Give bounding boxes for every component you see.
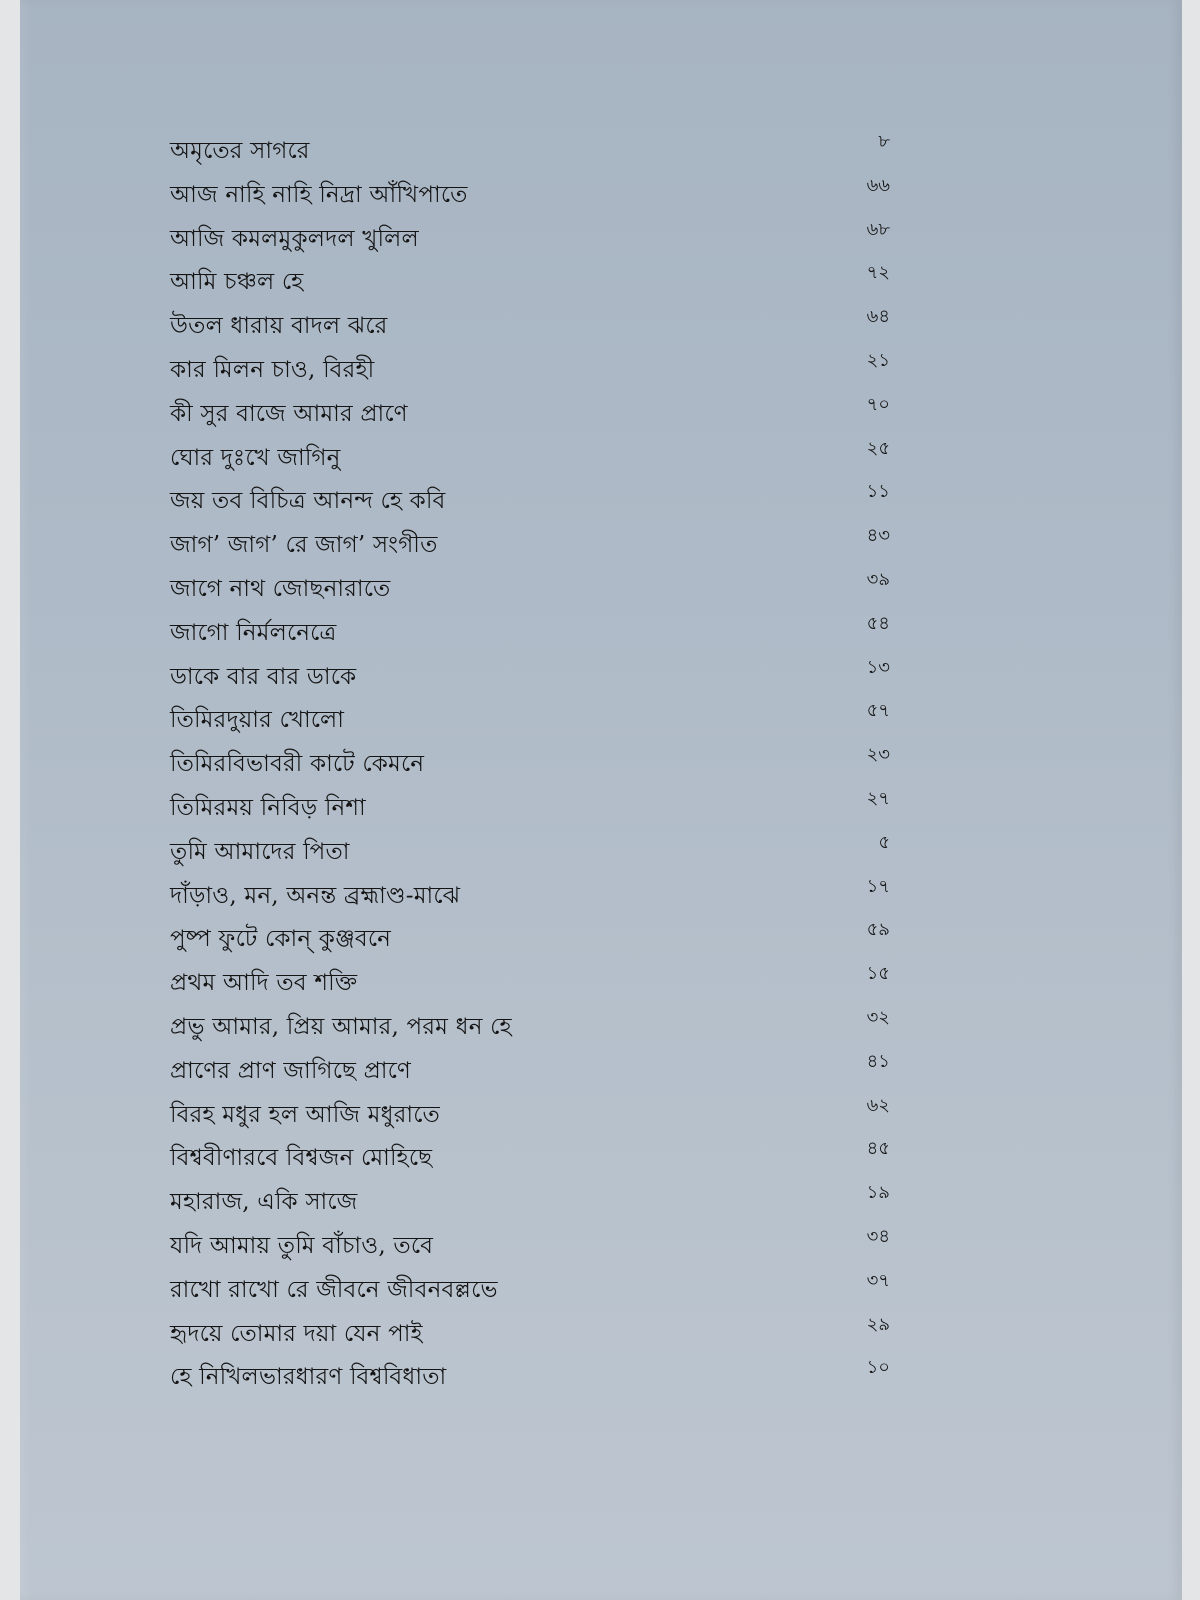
toc-entry-title: তিমিরবিভাবরী কাটে কেমনে	[170, 751, 425, 778]
toc-entry	[150, 1354, 930, 1398]
book-page	[20, 0, 1182, 1600]
toc-entry	[150, 522, 930, 566]
toc-entry-page-number: ৬২	[866, 1094, 890, 1116]
toc-entry-title: কার মিলন চাও, বিরহী	[170, 356, 375, 383]
toc-entry-title: তিমিরময় নিবিড় নিশা	[170, 794, 366, 821]
toc-entry	[150, 610, 930, 654]
toc-entry-page-number: ৩৪	[866, 1225, 890, 1247]
toc-entry-title: প্রাণের প্রাণ জাগিছে প্রাণে	[170, 1057, 411, 1084]
toc-entry	[150, 1179, 930, 1223]
toc-entry	[150, 1048, 930, 1092]
toc-entry	[150, 1267, 930, 1311]
toc-entry-page-number: ১০	[866, 1357, 890, 1379]
toc-entry	[150, 391, 930, 435]
toc-entry	[150, 347, 930, 391]
toc-entry-title: হে নিখিলভারধারণ বিশ্ববিধাতা	[170, 1364, 447, 1391]
toc-entry	[150, 128, 930, 172]
table-of-contents	[150, 128, 930, 1398]
toc-entry	[150, 1135, 930, 1179]
toc-entry-title: উতল ধারায় বাদল ঝরে	[170, 313, 388, 340]
toc-entry-title: প্রথম আদি তব শক্তি	[170, 970, 358, 997]
toc-entry-page-number: ৬৮	[866, 218, 890, 240]
toc-entry-title: দাঁড়াও, মন, অনন্ত ব্রহ্মাণ্ড-মাঝে	[170, 882, 461, 909]
toc-entry-page-number: ৪৩	[866, 525, 890, 547]
toc-entry-page-number: ৩৯	[866, 568, 890, 590]
toc-entry-page-number: ২৭	[866, 787, 890, 809]
toc-entry-title: তুমি আমাদের পিতা	[170, 838, 350, 865]
toc-entry	[150, 873, 930, 917]
toc-entry-page-number: ৭২	[866, 262, 890, 284]
toc-entry-title: রাখো রাখো রে জীবনে জীবনবল্লভে	[170, 1276, 498, 1303]
toc-entry-title: বিশ্ববীণারবে বিশ্বজন মোহিছে	[170, 1145, 433, 1172]
toc-entry-page-number: ১১	[866, 481, 890, 503]
toc-entry	[150, 829, 930, 873]
toc-entry-title: জাগ’ জাগ’ রে জাগ’ সংগীত	[170, 532, 438, 559]
toc-entry-page-number: ৮	[878, 131, 890, 152]
toc-entry-page-number: ১৯	[866, 1182, 890, 1204]
toc-entry-page-number: ২৯	[866, 1313, 890, 1335]
toc-entry-title: তিমিরদুয়ার খোলো	[170, 707, 345, 734]
toc-entry-page-number: ৬৬	[866, 174, 890, 196]
toc-entry	[150, 478, 930, 522]
toc-entry	[150, 1223, 930, 1267]
toc-entry-page-number: ৬৪	[866, 306, 890, 328]
toc-entry-page-number: ৪১	[866, 1050, 890, 1072]
toc-entry-title: ডাকে বার বার ডাকে	[170, 663, 357, 690]
toc-entry-title: জাগো নির্মলনেত্রে	[170, 619, 337, 646]
toc-entry-title: কী সুর বাজে আমার প্রাণে	[170, 400, 408, 427]
toc-entry-page-number: ২১	[866, 349, 890, 371]
toc-entry-page-number: ১৩	[866, 656, 890, 678]
toc-entry-title: আজি কমলমুকুলদল খুলিল	[170, 225, 419, 252]
toc-entry	[150, 1311, 930, 1355]
toc-entry	[150, 654, 930, 698]
toc-entry-page-number: ৩২	[866, 1006, 890, 1028]
toc-entry	[150, 216, 930, 260]
toc-entry-page-number: ২৫	[866, 437, 890, 459]
toc-entry-title: পুষ্প ফুটে কোন্ কুঞ্জবনে	[170, 926, 392, 953]
toc-entry-page-number: ৫	[878, 831, 890, 853]
toc-entry	[150, 1092, 930, 1136]
toc-entry-page-number: ৩৭	[866, 1269, 890, 1291]
toc-entry-page-number: ২৩	[866, 744, 890, 766]
toc-entry	[150, 916, 930, 960]
toc-entry	[150, 960, 930, 1004]
toc-entry	[150, 303, 930, 347]
toc-entry-page-number: ৫৯	[866, 919, 890, 941]
toc-entry	[150, 741, 930, 785]
toc-entry-page-number: ৭০	[866, 393, 890, 415]
toc-entry-page-number: ৫৭	[866, 700, 890, 722]
toc-entry-title: যদি আমায় তুমি বাঁচাও, তবে	[170, 1232, 434, 1259]
toc-entry	[150, 785, 930, 829]
toc-entry-title: আমি চঞ্চল হে	[170, 269, 304, 296]
toc-entry-page-number: ১৭	[866, 875, 890, 897]
toc-entry	[150, 697, 930, 741]
toc-entry	[150, 1004, 930, 1048]
toc-entry-title: জাগে নাথ জোছনারাতে	[170, 575, 391, 602]
toc-entry-title: বিরহ মধুর হল আজি মধুরাতে	[170, 1101, 440, 1128]
toc-entry-page-number: ১৫	[866, 963, 890, 985]
toc-entry	[150, 435, 930, 479]
toc-entry-title: মহারাজ, একি সাজে	[170, 1189, 358, 1216]
toc-entry-title: হৃদয়ে তোমার দয়া যেন পাই	[170, 1320, 423, 1347]
toc-entry-title: আজ নাহি নাহি নিদ্রা আঁখিপাতে	[170, 181, 468, 208]
toc-entry-title: অমৃতের সাগরে	[170, 138, 310, 164]
toc-entry-title: ঘোর দুঃখে জাগিনু	[170, 444, 341, 471]
toc-entry-page-number: ৪৫	[866, 1138, 890, 1160]
toc-entry	[150, 566, 930, 610]
toc-entry-page-number: ৫৪	[866, 612, 890, 634]
toc-entry	[150, 172, 930, 216]
toc-entry-title: জয় তব বিচিত্র আনন্দ হে কবি	[170, 488, 446, 515]
toc-entry-title: প্রভু আমার, প্রিয় আমার, পরম ধন হে	[170, 1013, 512, 1040]
toc-entry	[150, 259, 930, 303]
